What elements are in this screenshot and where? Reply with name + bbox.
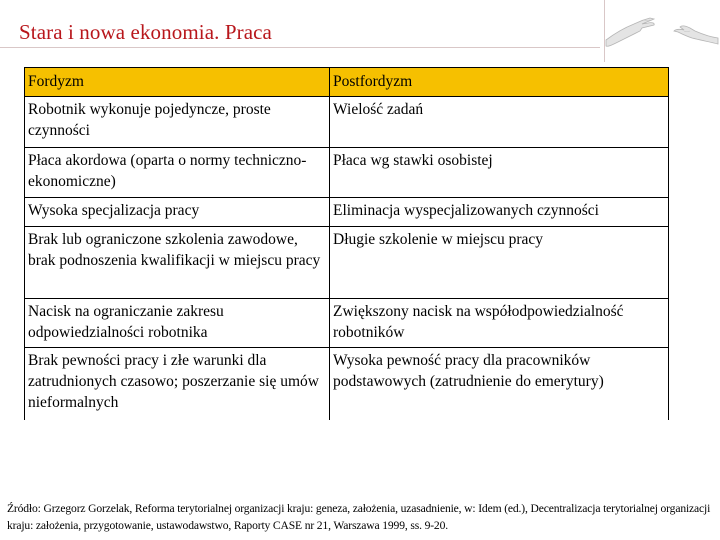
- table-row: [25, 198, 669, 227]
- table-cell: Wysoka specjalizacja pracy: [25, 198, 330, 227]
- table-row: [25, 348, 669, 420]
- table-cell: Wysoka pewność pracy dla pracowników podstawowych (zatrudnienie do emerytury): [330, 348, 669, 420]
- table-row: [25, 227, 669, 299]
- table-row: [25, 97, 669, 148]
- table-row: [25, 299, 669, 348]
- header-postfordyzm: Postfordyzm: [330, 68, 669, 97]
- table-cell: Wielość zadań: [330, 97, 669, 148]
- table-cell: Robotnik wykonuje pojedyncze, proste czynności: [25, 97, 330, 148]
- table-header-row: [25, 68, 669, 97]
- table-cell: Eliminacja wyspecjalizowanych czynności: [330, 198, 669, 227]
- table-cell: Brak lub ograniczone szkolenia zawodowe, brak podnoszenia kwalifikacji w miejscu pracy: [25, 227, 330, 299]
- comparison-table: [24, 67, 669, 420]
- table-cell: Płaca akordowa (oparta o normy techniczno-ekonomiczne): [25, 148, 330, 198]
- table-cell: Zwiększony nacisk na współodpowiedzialność robotników: [330, 299, 669, 348]
- header-fordyzm: Fordyzm: [25, 68, 330, 97]
- table-cell: Długie szkolenie w miejscu pracy: [330, 227, 669, 299]
- creation-hands-illustration: [600, 0, 720, 62]
- source-citation: Źródło: Grzegorz Gorzelak, Reforma terytorialnej organizacji kraju: geneza, założenia, uzasadnienie, w: Idem (ed.), Decentralizacja terytorialnej organizacji kraju: założenia, przygotowanie, ustawodawstwo, Raporty CASE nr 21, Warszawa 1999, ss. 9-20.: [7, 502, 711, 532]
- table-row: [25, 148, 669, 198]
- table-cell: Nacisk na ograniczanie zakresu odpowiedzialności robotnika: [25, 299, 330, 348]
- title-divider: [0, 47, 600, 48]
- table-cell: Płaca wg stawki osobistej: [330, 148, 669, 198]
- slide-title: Stara i nowa ekonomia. Praca: [19, 20, 272, 44]
- table-cell: Brak pewności pracy i złe warunki dla zatrudnionych czasowo; poszerzanie się umów nieformalnych: [25, 348, 330, 420]
